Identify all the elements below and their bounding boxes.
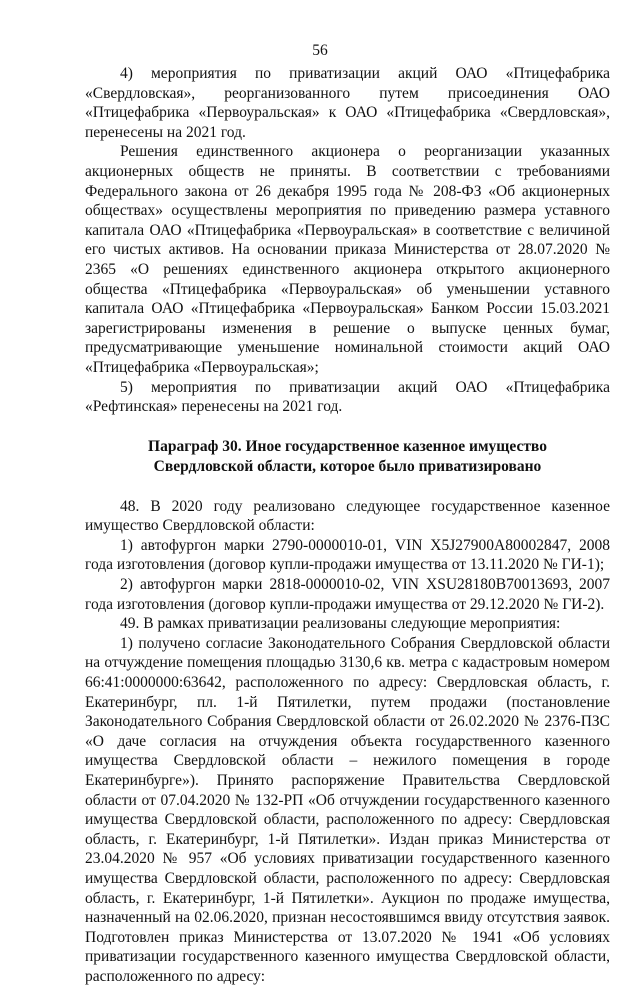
paragraph-shareholder-decisions: Решения единственного акционера о реорганизации указанных акционерных обществ не приняты. В соответствии с требованиями Федерального закона от 26 декабря 1995 года № 208-ФЗ «Об акционерных обществах» осуществлены мероприятия по приведению размера уставного капитала ОАО «Птицефабрика «Первоуральская» в соответствие с величиной его чистых активов. На основании приказа Министерства от 28.07.2020 № 2365 «О решениях единственного акционера открытого акционерного общества «Птицефабрика «Первоуральская» об уменьшении уставного капитала ОАО «Птицефабрика «Первоуральская» Банком России 15.03.2021 зарегистрированы изменения в решение о выпуске ценных бумаг, предусматривающие уменьшение номинальной стоимости акций ОАО «Птицефабрика «Первоуральская»; [85, 143, 610, 376]
paragraph-49-item-1: 1) получено согласие Законодательного Собрания Свердловской области на отчуждение помещения площадью 3130,6 кв. метра с кадастровым номером 66:41:0000000:63642, расположенного по адресу: Свердловская область, г. Екатеринбург, пл. 1-й Пятилетки, путем продажи (постановление Законодательного Собрания Свердловской области от 26.02.2020 № 2376-ПЗС «О даче согласия на отчуждения объекта государственного казенного имущества Свердловской области – нежилого помещения в городе Екатеринбурге»). Принято распоряжение Правительства Свердловской области от 07.04.2020 № 132-РП «Об отчуждении государственного казенного имущества Свердловской области, расположенного по адресу: Свердловская область, г. Екатеринбург, 1-й Пятилетки». Издан приказ Министерства от 23.04.2020 № 957 «Об условиях приватизации государственного казенного имущества Свердловской области, расположенного по адресу: Свердловская область, г. Екатеринбург, 1-й Пятилетки». Аукцион по продаже имущества, назначенный на 02.06.2020, признан несостоявшимся ввиду отсутствия заявок. Подготовлен приказ Министерства от 13.07.2020 № 1941 «Об условиях приватизации государственного казенного имущества Свердловской области, расположенного по адресу: [85, 634, 610, 985]
document-body [85, 64, 610, 987]
section-heading-line-2: Свердловской области, которое было приватизировано [153, 457, 542, 475]
paragraph-item-4-reorganization: 4) мероприятия по приватизации акций ОАО «Птицефабрика «Свердловская», реорганизованного путем присоединения ОАО «Птицефабрика «Первоуральская» к ОАО «Птицефабрика «Свердловская», перенесены на 2021 год. [85, 65, 610, 141]
section-heading [85, 437, 610, 477]
section-heading-line-1: Параграф 30. Иное государственное казенное имущество [148, 437, 547, 455]
page-number: 56 [312, 42, 328, 59]
paragraph-48-intro: 48. В 2020 году реализовано следующее государственное казенное имущество Свердловской области: [85, 497, 610, 535]
paragraph-49-intro: 49. В рамках приватизации реализованы следующие мероприятия: [120, 615, 561, 633]
paragraph-48-item-1: 1) автофургон марки 2790-0000010-01, VIN X5J27900A80002847, 2008 года изготовления (договор купли-продажи имущества от 13.11.2020 № ГИ-1); [85, 536, 610, 574]
paragraph-48-item-2: 2) автофургон марки 2818-0000010-02, VIN XSU28180B70013693, 2007 года изготовления (договор купли-продажи имущества от 29.12.2020 № ГИ-2). [85, 576, 610, 613]
paragraph-item-5-reftinskaya: 5) мероприятия по приватизации акций ОАО «Птицефабрика «Рефтинская» перенесены на 2021 год. [85, 378, 610, 416]
